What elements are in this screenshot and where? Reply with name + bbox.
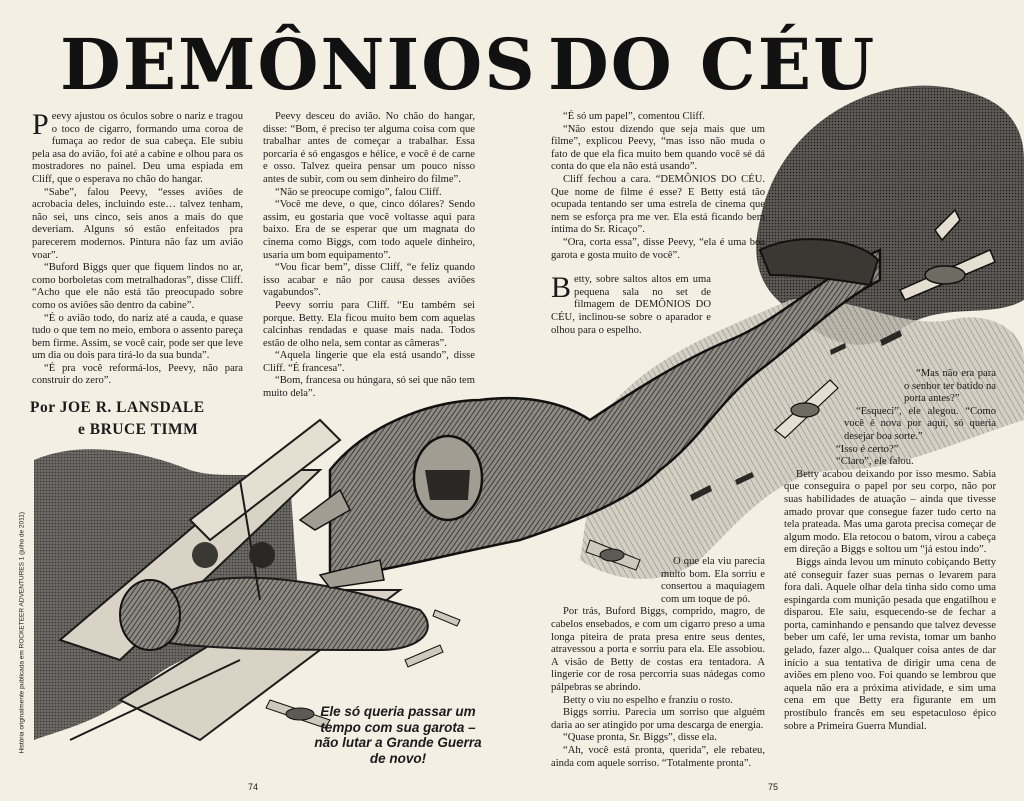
betty-head xyxy=(249,542,275,568)
paragraph: “É pra você reformá-los, Peevy, não para construir do zero”. xyxy=(32,362,243,387)
column-1 xyxy=(32,108,243,388)
caption: Ele só queria passar um tempo com sua garota – não lutar a Grande Guerra de novo! xyxy=(314,704,482,766)
paragraph: “Mas não era para o senhor ter batido na porta antes?” xyxy=(904,368,996,405)
paragraph: “Sabe”, falou Peevy, “esses aviões de acrobacia deles, incluindo este… talvez tenham, não sei, uns cinco, seis anos a mais do que deveriam. Alguns só estão enfeitados pra parecerem modernos. Pintura não faz um avião voar”. xyxy=(32,186,243,261)
paragraph: “Esqueci”, ele alegou. “Como você é nova por aqui, só queria desejar boa sorte.” xyxy=(844,405,996,442)
paragraph: “Claro”, ele falou. xyxy=(836,456,914,468)
publication-note: História originalmente publicada em ROCKETEER ADVENTURES 1 (julho de 2011) xyxy=(18,511,26,754)
drop-cap: P xyxy=(32,108,49,141)
page-number-left: 74 xyxy=(248,782,259,792)
paragraph: “Ora, corta essa”, disse Peevy, “ela é uma boa garota e gosta muito de você”. xyxy=(551,236,765,261)
paragraph: “Aquela lingerie que ela está usando”, disse Cliff. “É francesa”. xyxy=(263,350,475,374)
pilot-head xyxy=(192,542,218,568)
paragraph: “Não estou dizendo que seja mais que um filme”, explicou Peevy, “mas isso não muda o fato de que ela fica muito bem quando você sé dá conta do que ela não está usando”. xyxy=(551,123,765,173)
byline xyxy=(30,397,205,441)
paragraph: Cliff fechou a cara. “DEMÔNIOS DO CÉU. Que nome de filme é esse? E Betty está tão ocupada tentando ser uma estrela de cinema que nem se esforça pra me ver. Ela está ficando bem íntima do Sr. Ricaço”. xyxy=(551,173,765,236)
paragraph: Por trás, Buford Biggs, comprido, magro, de cabelos ensebados, e com um cigarro preso a uma longa piteira de prata presa entre seus dentes, atravessou a porta e sorriu para ela. Ele assobiou. A visão de Betty de costas era tentadora. A lingerie cor de rosa percorria suas nádegas como pálpebras se abrindo. xyxy=(551,606,765,693)
paragraph: “Quase pronta, Sr. Biggs”, disse ela. xyxy=(563,732,717,744)
paragraph: “Bom, francesa ou húngara, só sei que não tem muito dela”. xyxy=(263,375,475,400)
column-5 xyxy=(784,368,996,733)
paragraph: eevy ajustou os óculos sobre o nariz e tragou o toco de cigarro, formando uma coroa de fumaça ao redor de sua cabeça. Ele subiu pela asa do avião, foi até a cabine e olhou para os mostradores no painel. Deu uma espiada em Cliff, que o esperava no chão do hangar. xyxy=(32,111,243,185)
byline-line-1: Por JOE R. LANSDALE xyxy=(30,399,205,416)
paragraph: Peevy desceu do avião. No chão do hangar, disse: “Bom, é preciso ter alguma coisa com que trabalhar antes de começar a trabalhar. Essa porcaria é só engasgos e hélice, e você é de carne e osso. Talvez queira pensar um pouco nisso antes de subir, com ou sem dinheiro do filme”. xyxy=(263,111,475,185)
column-2 xyxy=(263,111,475,401)
paragraph: “Ah, você está pronta, querida”, ele rebateu, ainda com aquele sorriso. “Totalmente pronta”. xyxy=(551,744,765,769)
paragraph: “Vou ficar bem”, disse Cliff, “e feliz quando isso acabar e não por causa desses aviões vagabundos”. xyxy=(263,262,475,299)
paragraph: “Isso é certo?” xyxy=(836,443,899,455)
paragraph: “Você me deve, o que, cinco dólares? Sendo assim, eu gostaria que você voltasse aqui para baixo. Era de se esperar que um magnata do cinema como Biggs, com todo aquele dinheiro, usaria um bom equipamento”. xyxy=(263,199,475,261)
paragraph: “Não se preocupe comigo”, falou Cliff. xyxy=(275,186,442,198)
page-number-right: 75 xyxy=(768,782,779,792)
paragraph: Peevy sorriu para Cliff. “Eu também sei porque. Betty. Ela ficou muito bem com aquelas calcinhas rendadas e quase mais nada. Todos estão de olho nela, sem contar as câmeras”. xyxy=(263,299,475,349)
paragraph: “É só um papel”, comentou Cliff. xyxy=(563,111,705,122)
title-left: DEMÔNIOS xyxy=(60,23,537,106)
paragraph: “É o avião todo, do nariz até a cauda, e quase tudo o que tem no meio, embora o assento pareça bem firme. Assim, se você cair, pode ser que leve um dia ou dois para tirá-lo da sua bunda”. xyxy=(32,312,243,362)
byline-line-2: e BRUCE TIMM xyxy=(78,421,199,438)
paragraph: “Buford Biggs quer que fiquem lindos no ar, como borboletas com metralhadoras”, disse Cliff. “Acho que ele não está tão preocupado sobre como os aviões são dentro da cabine”. xyxy=(32,262,243,311)
paragraph: Betty o viu no espelho e franziu o rosto. xyxy=(563,694,733,706)
paragraph: Biggs sorriu. Parecia um sorriso que alguém daria ao ser atingido por uma descarga de energia. xyxy=(551,707,765,731)
column-3 xyxy=(551,111,765,337)
column-4 xyxy=(551,556,765,770)
title-right: DO CÉU xyxy=(548,23,877,106)
paragraph: etty, sobre saltos altos em uma pequena sala no set de filmagem de DEMÔNIOS DO CÉU, inclinou-se sobre o aparador e olhou para o espelho. xyxy=(551,274,711,336)
drop-cap: B xyxy=(551,271,572,305)
paragraph: O que ela viu parecia muito bom. Ela sorriu e consertou a maquiagem com um toque de pó. xyxy=(661,556,765,605)
paragraph: Biggs ainda levou um minuto cobiçando Betty até conseguir fazer suas pernas o levarem para fora dali. Aquele olhar dela tinha sido como uma espingarda com munição pesada que engatilhou e disparou. Ele saiu, esquecendo-se de fechar a porta, caminhando e pensando que talvez devesse beber um café, ler uma revista, tomar um banho gelado, fazer algo... Qualquer coisa antes de dar início a sua tentativa de dirigir uma cena de aviões em pleno voo. Foi quando se lembrou que aquela não era a próxima atividade, e sim uma cena em que Betty era figurante em um prostíbulo francês em seu espetaculoso épico sobre a Primeira Guerra Mundial. xyxy=(784,556,996,732)
paragraph: Betty acabou deixando por isso mesmo. Sabia que conseguira o papel por seu corpo, não por suas habilidades de atuação – ainda que tivesse amado provar que consegue fazer tudo certo na tela prateada. Mas uma garota precisa começar de algum modo. Ela retocou o batom, virou a cabeça em direção a Biggs e soltou um “já estou indo”. xyxy=(784,468,996,556)
